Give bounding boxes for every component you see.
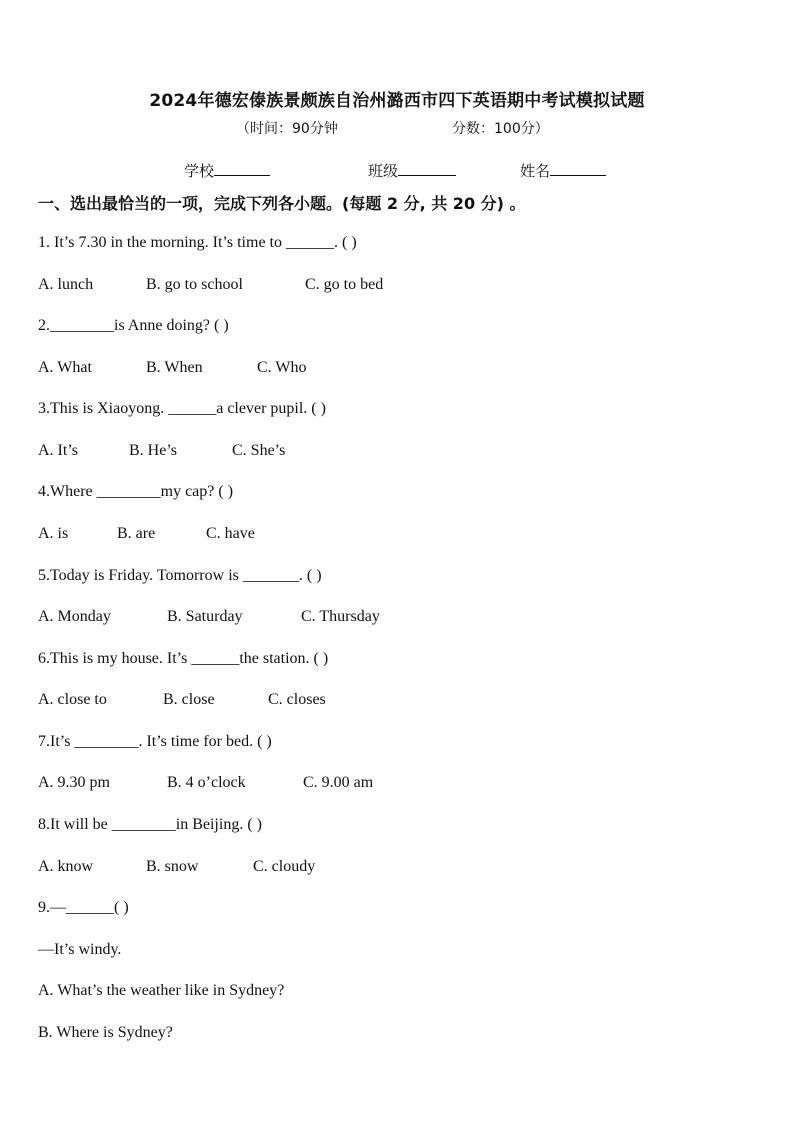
question-1-option-c[interactable]: C. go to bed [305,276,384,293]
question-9-option-b[interactable]: B. Where is Sydney? [38,1024,173,1041]
question-4-option-c[interactable]: C. have [206,525,255,542]
question-8-option-b[interactable]: B. snow [146,858,199,875]
question-6-option-c[interactable]: C. closes [268,691,326,708]
class-blank[interactable] [398,161,456,176]
question-3-option-b[interactable]: B. He’s [129,442,177,459]
question-5-stem: 5.Today is Friday. Tomorrow is _______. ( ) [38,567,322,584]
question-2-option-c[interactable]: C. Who [257,359,307,376]
question-1-option-a[interactable]: A. lunch [38,276,94,293]
class-label: 班级 [368,162,399,180]
question-1-stem: 1. It’s 7.30 in the morning. It’s time to ______. ( ) [38,234,357,251]
question-3-option-c[interactable]: C. She’s [232,442,286,459]
question-4-option-b[interactable]: B. are [117,525,156,542]
question-7-option-c[interactable]: C. 9.00 am [303,774,374,791]
question-8-option-a[interactable]: A. know [38,858,94,875]
question-4-option-a[interactable]: A. is [38,525,69,542]
question-7-stem: 7.It’s ________. It’s time for bed. ( ) [38,733,272,750]
question-5-option-a[interactable]: A. Monday [38,608,111,625]
question-9-response: —It’s windy. [38,941,122,958]
question-6-option-b[interactable]: B. close [163,691,215,708]
question-6-option-a[interactable]: A. close to [38,691,107,708]
question-3-stem: 3.This is Xiaoyong. ______a clever pupil. ( ) [38,400,326,417]
question-9-option-a[interactable]: A. What’s the weather like in Sydney? [38,982,285,999]
school-blank[interactable] [214,161,270,176]
question-2-option-b[interactable]: B. When [146,359,203,376]
question-7-option-b[interactable]: B. 4 o’clock [167,774,246,791]
question-1-option-b[interactable]: B. go to school [146,276,243,293]
question-8-stem: 8.It will be ________in Beijing. ( ) [38,816,262,833]
name-field[interactable] [520,160,606,181]
school-field[interactable] [184,160,270,181]
question-7-option-a[interactable]: A. 9.30 pm [38,774,110,791]
question-9-stem: 9.—______( ) [38,899,129,916]
class-field[interactable] [368,160,456,181]
question-4-stem: 4.Where ________my cap? ( ) [38,483,234,500]
question-5-option-c[interactable]: C. Thursday [301,608,380,625]
question-2-stem: 2.________is Anne doing? ( ) [38,317,229,334]
exam-time: （时间：90分钟 [236,121,338,137]
question-6-stem: 6.This is my house. It’s ______the station. ( ) [38,650,329,667]
school-label: 学校 [184,162,215,180]
question-5-option-b[interactable]: B. Saturday [167,608,243,625]
name-label: 姓名 [520,162,551,180]
exam-score: 分数：100分） [452,121,549,137]
question-3-option-a[interactable]: A. It’s [38,442,78,459]
section-title: 一、选出最恰当的一项，完成下列各小题。(每题 2 分, 共 20 分) 。 [38,194,526,213]
name-blank[interactable] [550,161,606,176]
question-8-option-c[interactable]: C. cloudy [253,858,316,875]
exam-title: 2024年德宏傣族景颇族自治州潞西市四下英语期中考试模拟试题 [149,91,645,111]
question-2-option-a[interactable]: A. What [38,359,92,376]
